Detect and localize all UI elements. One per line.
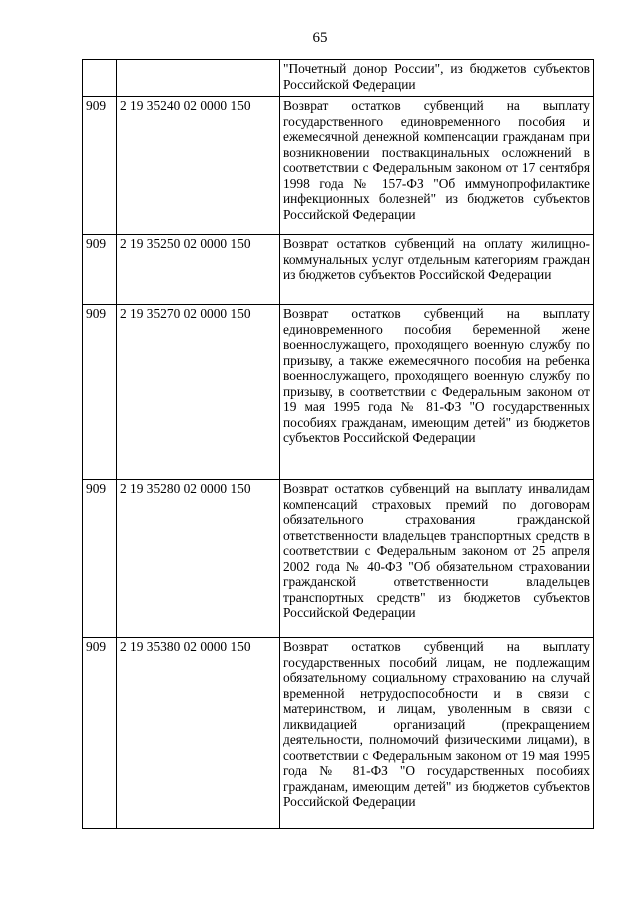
table-row [83, 97, 594, 235]
revenue-name-cell: Возврат остатков субвенций на выплату инвалидам компенсаций страховых премий по договорам обязательного страхования гражданской ответственности владельцев транспортных средств в соответствии с Федеральным законом от 25 апреля 2002 года № 40-ФЗ "Об обязательном страховании гражданской ответственности владельцев транспортных средств" из бюджетов субъектов Российской Федерации [280, 480, 594, 638]
revenue-name-cell: Возврат остатков субвенций на выплату государственного единовременного пособия и ежемесячной денежной компенсации гражданам при возникновении поствакцинальных осложнений в соответствии с Федеральным законом от 17 сентября 1998 года № 157-ФЗ "Об иммунопрофилактике инфекционных болезней" из бюджетов субъектов Российской Федерации [280, 97, 594, 235]
table-row [83, 235, 594, 305]
revenue-name-cell: Возврат остатков субвенций на выплату государственных пособий лицам, не подлежащим обязательному социальному страхованию на случай временной нетрудоспособности и в связи с материнством, и лицам, уволенным в связи с ликвидацией организаций (прекращением деятельности, полномочий физическими лицами), в соответствии с Федеральным законом от 19 мая 1995 года № 81-ФЗ "О государственных пособиях гражданам, имеющим детей" из бюджетов субъектов Российской Федерации [280, 638, 594, 829]
budget-code-cell: 2 19 35380 02 0000 150 [117, 638, 280, 829]
revenue-name-cell: Возврат остатков субвенций на оплату жилищно-коммунальных услуг отдельным категориям граждан из бюджетов субъектов Российской Федерации [280, 235, 594, 305]
admin-code-cell [83, 60, 117, 97]
table-row [83, 480, 594, 638]
admin-code-cell: 909 [83, 480, 117, 638]
admin-code-cell: 909 [83, 97, 117, 235]
budget-code-cell [117, 60, 280, 97]
budget-code-cell: 2 19 35240 02 0000 150 [117, 97, 280, 235]
admin-code-cell: 909 [83, 305, 117, 480]
table-row [83, 305, 594, 480]
budget-code-cell: 2 19 35280 02 0000 150 [117, 480, 280, 638]
budget-code-cell: 2 19 35270 02 0000 150 [117, 305, 280, 480]
revenue-name-cell: "Почетный донор России", из бюджетов субъектов Российской Федерации [280, 60, 594, 97]
revenue-name-cell: Возврат остатков субвенций на выплату единовременного пособия беременной жене военнослужащего, проходящего военную службу по призыву, а также ежемесячного пособия на ребенка военнослужащего, проходящего военную службу по призыву, в соответствии с Федеральным законом от 19 мая 1995 года № 81-ФЗ "О государственных пособиях гражданам, имеющим детей" из бюджетов субъектов Российской Федерации [280, 305, 594, 480]
page-number: 65 [312, 30, 328, 46]
table-row [83, 60, 594, 97]
budget-code-cell: 2 19 35250 02 0000 150 [117, 235, 280, 305]
admin-code-cell: 909 [83, 638, 117, 829]
table-row [83, 638, 594, 829]
budget-codes-table [82, 59, 594, 829]
admin-code-cell: 909 [83, 235, 117, 305]
